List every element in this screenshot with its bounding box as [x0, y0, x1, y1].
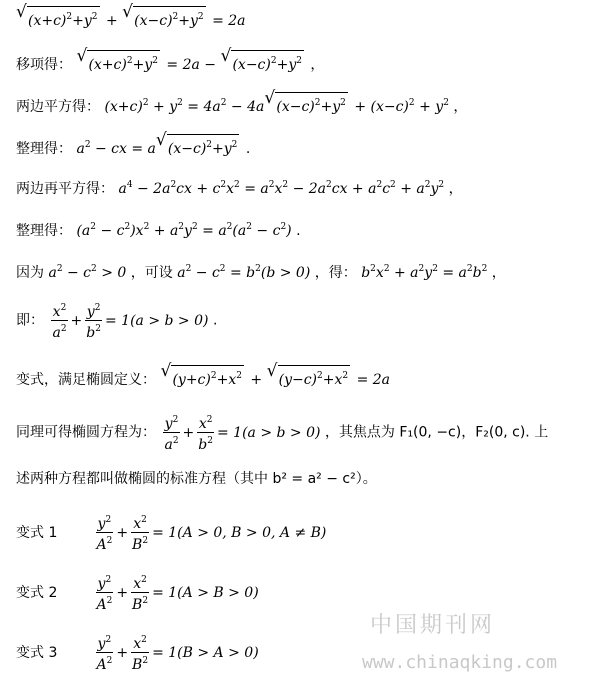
step-label: 移项得：	[16, 57, 72, 73]
step-label: 整理得：	[16, 223, 72, 239]
substitution: $a^2 - c^2 = b^2(b > 0)$	[177, 264, 311, 281]
punctuation: .	[296, 223, 301, 239]
equation-6: $(a^2 - c^2)x^2 + a^2y^2 = a^2(a^2 - c^2)$	[76, 222, 297, 239]
equation-10: $\frac{y^2}{a^2}$ + $\frac{x^2}{b^2}$ = 1(a > b > 0)	[160, 425, 324, 441]
equation-line-8	[16, 300, 217, 341]
punctuation: ，	[453, 99, 468, 115]
punctuation: ，	[310, 57, 325, 73]
punctuation: .	[212, 312, 218, 329]
equation-line-3	[16, 92, 467, 116]
equation-4: $a^2$ − cx = a√ $(x-c)^2+y^2$	[76, 141, 245, 157]
variant-2	[16, 572, 259, 613]
step-label: 即：	[16, 312, 44, 329]
condition: $a^2 - c^2 > 0$	[48, 264, 127, 281]
equation-line-5	[16, 176, 463, 198]
equation-line-9	[16, 365, 390, 389]
standard-equation-note: 述两种方程都叫做椭圆的标准方程（其中 b² = a² − c²）。	[16, 471, 377, 487]
text-let: ，可设	[130, 265, 173, 281]
step-label: 整理得：	[16, 141, 72, 157]
text-because: 因为	[16, 265, 44, 281]
equation-2: √ $(x+c)^2+y^2 = 2a$ − √ $(x-c)^2+y^2$	[76, 57, 310, 73]
variant-2-equation: $\frac{y^2}{A^2}$ + $\frac{x^2}{B^2}$ = 1(A > B > 0)	[92, 585, 258, 601]
variant-1-equation: $\frac{y^2}{A^2}$ + $\frac{x^2}{B^2}$ = 1(A > 0, B > 0, A ≠ B)	[92, 525, 326, 541]
equation-8: $\frac{x^2}{a^2}$ + $\frac{y^2}{b^2}$ = 1(a > b > 0)	[48, 313, 212, 329]
watermark-title: 中国期刊网	[370, 613, 496, 638]
equation-1: √ $(x+c)^2+y^2$ + √ $(x-c)^2+y^2 = 2a$	[16, 13, 246, 29]
punctuation: ，	[448, 181, 463, 197]
variant-label: 变式 3	[16, 644, 58, 661]
foci-text: ，其焦点为 F₁(0, −c)，F₂(0, c). 上	[324, 424, 549, 441]
equation-line-7	[16, 260, 506, 282]
punctuation: .	[245, 141, 251, 157]
variant-3	[16, 632, 259, 673]
step-label: 同理可得椭圆方程为：	[16, 424, 156, 441]
text-get: ，得：	[314, 265, 357, 281]
equation-line-10	[16, 412, 548, 453]
step-label: 两边再平方得：	[16, 181, 114, 197]
variant-1	[16, 512, 326, 553]
equation-5: $a^4 - 2a^2cx + c^2x^2 = a^2x^2 - 2a^2cx + a^2c^2 + a^2y^2$	[118, 180, 445, 197]
equation-7: $b^2x^2 + a^2y^2 = a^2b^2$	[361, 264, 488, 281]
equation-3: $(x+c)^2 + y^2 = 4a^2 - 4a√$ $(x-c)^2+y^2 + (x-c)^2 + y^2$	[104, 99, 453, 115]
step-label: 两边平方得：	[16, 99, 100, 115]
variant-label: 变式 1	[16, 524, 58, 541]
step-label: 变式，满足椭圆定义：	[16, 372, 156, 388]
punctuation: ，	[491, 265, 506, 281]
equation-line-2	[16, 50, 324, 74]
equation-line-6	[16, 218, 301, 240]
equation-line-4	[16, 134, 250, 158]
variant-3-equation: $\frac{y^2}{A^2}$ + $\frac{x^2}{B^2}$ = 1(B > A > 0)	[92, 645, 258, 661]
variant-label: 变式 2	[16, 584, 58, 601]
watermark-url: www.chinaqking.com	[362, 652, 558, 673]
text-line-11	[16, 470, 377, 488]
equation-line-1	[16, 6, 246, 30]
equation-9: √ $(y+c)^2+x^2$ + √ $(y-c)^2+x^2 = 2a$	[160, 372, 390, 388]
